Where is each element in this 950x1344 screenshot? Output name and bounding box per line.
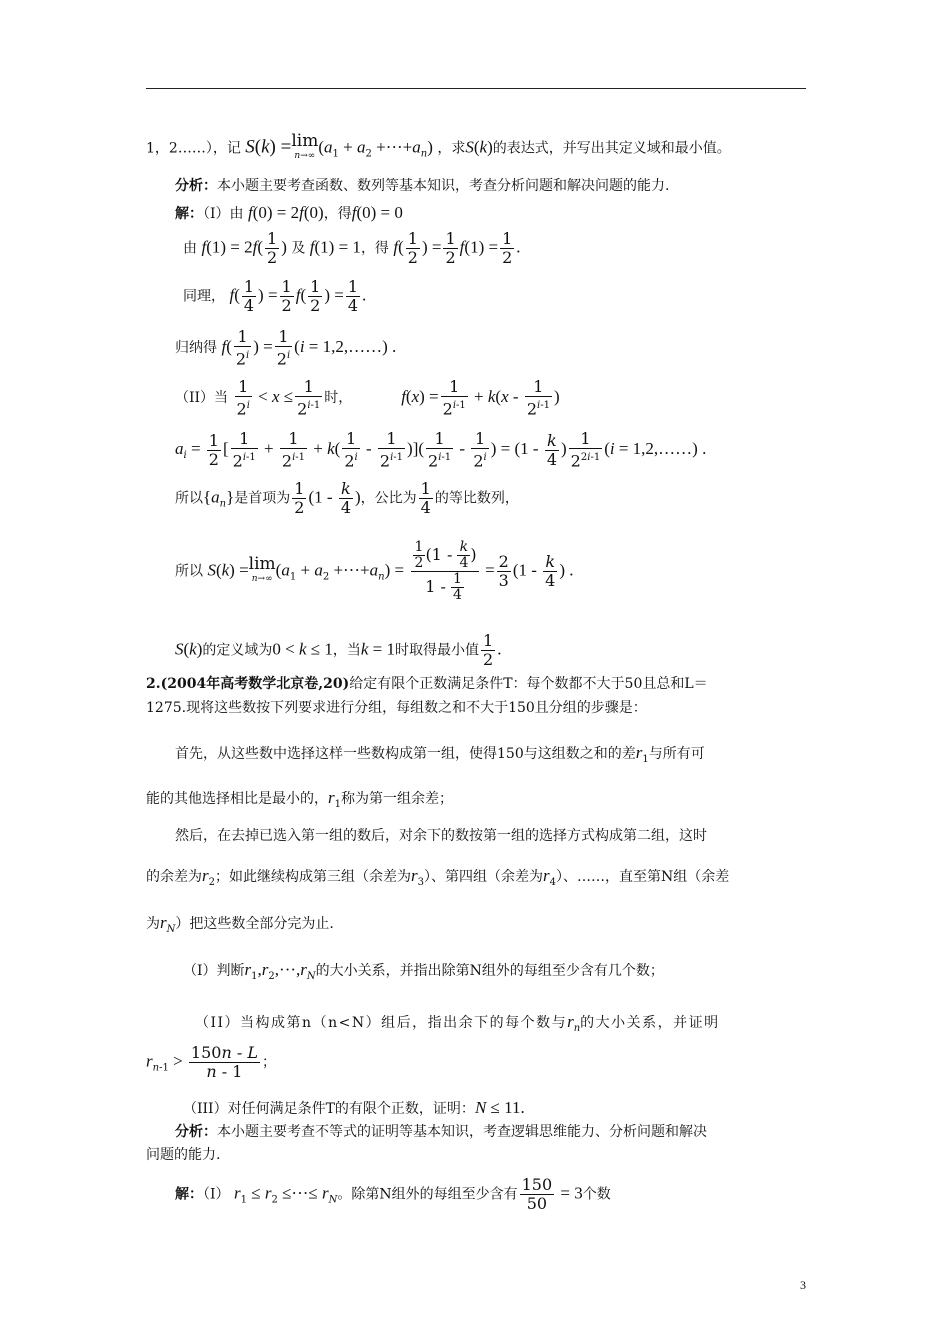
solution-1-geometric: 所以$\{a_n\}$是首项为 $\frac{1}{2}$ (1 - $\frac{k}{4}$ )，公比为 $\frac{1}{4}$ 的等比数列， [175,479,519,517]
problem2-then: 然后，在去掉已选入第一组的数后，对余下的数按第一组的选择方式构成第二组，这时 [175,828,707,844]
analysis-2-cont: 问题的能力. [146,1147,221,1163]
problem2-then-cont: 的余差为$r_2$；如此继续构成第三组（余差为$r_3$）、第四组（余差为$r_4$）、……，直至第N组（余差 [146,866,730,888]
problem2-first: 首先，从这些数中选择这样一些数构成第一组，使得150与这组数之和的差$r_1$与所有可 [175,743,705,765]
problem2-heading: 2.(2004年高考数学北京卷,20)给定有限个正数满足条件T：每个数都不大于50且总和L＝ [146,676,708,692]
solution-1-sum: 所以 S(k) =lim n→∞ $(a_1 + a_2 +\cdot\cdot\cdot+a_n)$ = $\frac{1}{2}$ (1 - $\frac{k}{4}$ ) 1 - $\frac{1}{4}$ = $\frac{2}{3}$ (1 - $\frac{k}{4}$ ) . [175,539,574,603]
solution-1-domain: S(k)的定义域为0 < k ≤ 1，当k = 1时取得最小值 $\frac{1}{2}$ . [175,631,502,669]
solution-1-induction: 归纳得 f( $\frac{1}{2^i}$ ) = $\frac{1}{2^i}$ (i = 1,2,……) . [175,327,397,369]
problem2-question-ii-ineq: $r_{n-1}$ > $\frac{150n - L}{n - 1}$ ； [146,1043,276,1081]
analysis-1: 分析：本小题主要考查函数、数列等基本知识，考查分析问题和解决问题的能力. [175,178,670,194]
page-number: 3 [800,1278,806,1292]
problem2-question-ii: （II）当构成第n（n<N）组后，指出余下的每个数与$r_n$的大小关系，并证明 [195,1012,720,1034]
solution-1-part-ii: （II）当 $\frac{1}{2^i}$ < x ≤ $\frac{1}{2^{i-1}}$ 时， f(x) = $\frac{1}{2^{i-1}}$ + k(x - $\frac{1}{2^{i-1}}$ ) [175,377,560,419]
solution-1-ai-formula: $a_i$ = $\frac{1}{2}$ [ $\frac{1}{2^{i-1}}$ + $\frac{1}{2^{i-1}}$ + k( $\frac{1}{2^i}$ - $\frac{1}{2^{i-1}}$ )]( $\frac{1}{2^{i-1}}$ - $\frac{1}{2^i}$ ) = (1 - $\frac{k}{4}$ ) $\frac{1}{2^{2i-1}}$ (i = 1,2,……) . [175,429,707,471]
problem1-statement: 1，2……），记 S(k) =lim n→∞ $(a_1 + a_2 +\cdot\cdot\cdot+a_n)$ ，求S(k)的表达式，并写出其定义域和最小值。 [146,131,731,161]
header-rule [146,88,806,89]
solution-1-step-half: 由 f(1) = 2f( $\frac{1}{2}$ ) 及 f(1) = 1，得 f( $\frac{1}{2}$ ) = $\frac{1}{2}$ f(1) = $\frac{1}{2}$ . [183,229,521,267]
problem2-heading-cont: 1275.现将这些数按下列要求进行分组，每组数之和不大于150且分组的步骤是： [146,700,647,716]
problem2-question-i: （I）判断$r_1,r_2,\cdot\cdot\cdot,r_N$的大小关系，并指出除第N组外的每组至少含有几个数； [183,960,664,982]
analysis-2: 分析：本小题主要考查不等式的证明等基本知识，考查逻辑思维能力、分析问题和解决 [175,1124,707,1140]
solution-2: 解：（I） $r_1 \le r_2$ ≤···≤ $r_N$。除第N组外的每组至少含有 $\frac{150}{50}$ = 3个数 [175,1175,611,1213]
problem2-then-end: 为$r_N$）把这些数全部分完为止. [146,913,334,935]
problem2-question-iii: （III）对任何满足条件T的有限个正数，证明：N ≤ 11. [183,1098,525,1117]
solution-1-step-quarter: 同理， f( $\frac{1}{4}$ ) = $\frac{1}{2}$ f( $\frac{1}{2}$ ) = $\frac{1}{4}$ . [183,277,367,315]
solution-1-part-i: 解：（I）由 f(0) = 2f(0)，得f(0) = 0 [175,203,403,222]
problem2-first-cont: 能的其他选择相比是最小的，$r_1$称为第一组余差； [146,788,453,810]
